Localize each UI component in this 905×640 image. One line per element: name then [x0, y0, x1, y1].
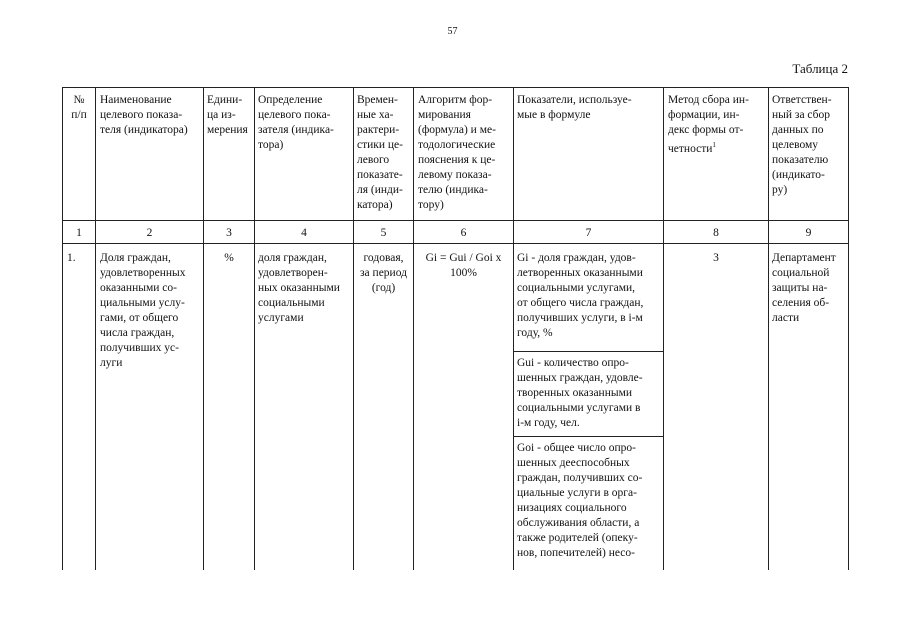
- row-responsible: Департамент социальной защиты на- селения об- ласти: [772, 252, 836, 324]
- col-number-6: 6: [460, 227, 467, 239]
- table-border-right: [848, 87, 849, 570]
- row-number: 1.: [67, 252, 76, 264]
- header-definition: Определение целевого пока- зателя (индика- тора): [258, 94, 334, 151]
- table-label: Таблица 2: [792, 61, 848, 76]
- header-collection-method-text: Метод сбора ин- формации, ин- декс формы от- четности: [668, 94, 749, 155]
- row-indicator-goi: Goi - общее число опро- шенных дееспособных граждан, получивших со- циальные услуги в орга- низациях социального обслуживания области, а также родителей (опеку- нов, попечителей) несо-: [517, 442, 643, 559]
- col-divider-3: [254, 87, 255, 570]
- header-number: № п/п: [71, 94, 87, 121]
- row-unit: %: [224, 252, 234, 264]
- col-number-1: 1: [76, 227, 82, 239]
- header-responsible: Ответствен- ный за сбор данных по целевому показателю (индикато- ру): [772, 94, 832, 196]
- col-divider-6: [513, 87, 514, 570]
- header-divider: [62, 220, 849, 221]
- col-number-4: 4: [301, 227, 307, 239]
- header-time-characteristics: Времен- ные ха- рактери- стики це- левого показате- ля (инди- катора): [357, 94, 403, 211]
- col-divider-7: [663, 87, 664, 570]
- col-divider-1: [95, 87, 96, 570]
- header-algorithm: Алгоритм фор- мирования (формула) и ме- тодологические пояснения к це- левому показа- телю (индика- тору): [418, 94, 496, 211]
- row-time-characteristics: годовая, за период (год): [360, 252, 407, 294]
- col-divider-2: [203, 87, 204, 570]
- row-indicator-gi: Gi - доля граждан, удов- летворенных оказанными социальными услугами, от общего числа граждан, получивших услуги, в i-м году, %: [517, 252, 644, 339]
- col-number-9: 9: [805, 227, 812, 239]
- table-border-top: [62, 87, 849, 88]
- page-number: 57: [447, 26, 458, 37]
- col-number-7: 7: [585, 227, 592, 239]
- header-unit: Едини- ца из- мерения: [207, 94, 248, 136]
- indicator-divider-2: [513, 436, 663, 437]
- numbers-divider: [62, 243, 849, 244]
- indicator-divider-1: [513, 351, 663, 352]
- col-number-8: 8: [713, 227, 719, 239]
- row-collection-method: 3: [713, 252, 719, 264]
- table-border-left: [62, 87, 63, 570]
- row-indicator-name: Доля граждан, удовлетворенных оказанными со- циальными услу- гами, от общего числа граждан, получивших ус- луги: [100, 252, 186, 369]
- header-formula-indicators: Показатели, используе- мые в формуле: [517, 94, 632, 121]
- col-divider-8: [768, 87, 769, 570]
- header-collection-method: [668, 93, 768, 157]
- col-divider-5: [413, 87, 414, 570]
- col-number-2: 2: [146, 227, 153, 239]
- col-divider-4: [353, 87, 354, 570]
- row-indicator-gui: Gui - количество опро- шенных граждан, удовле- творенных оказанными социальными услугами в i-м году, чел.: [517, 357, 643, 429]
- col-number-3: 3: [226, 227, 232, 239]
- footnote-mark: 1: [712, 141, 716, 149]
- col-number-5: 5: [380, 227, 387, 239]
- row-definition: доля граждан, удовлетворен- ных оказанными социальными услугами: [258, 252, 340, 324]
- row-formula: Gi = Gui / Goi x 100%: [425, 252, 502, 279]
- header-indicator-name: Наименование целевого показа- теля (индикатора): [100, 94, 188, 136]
